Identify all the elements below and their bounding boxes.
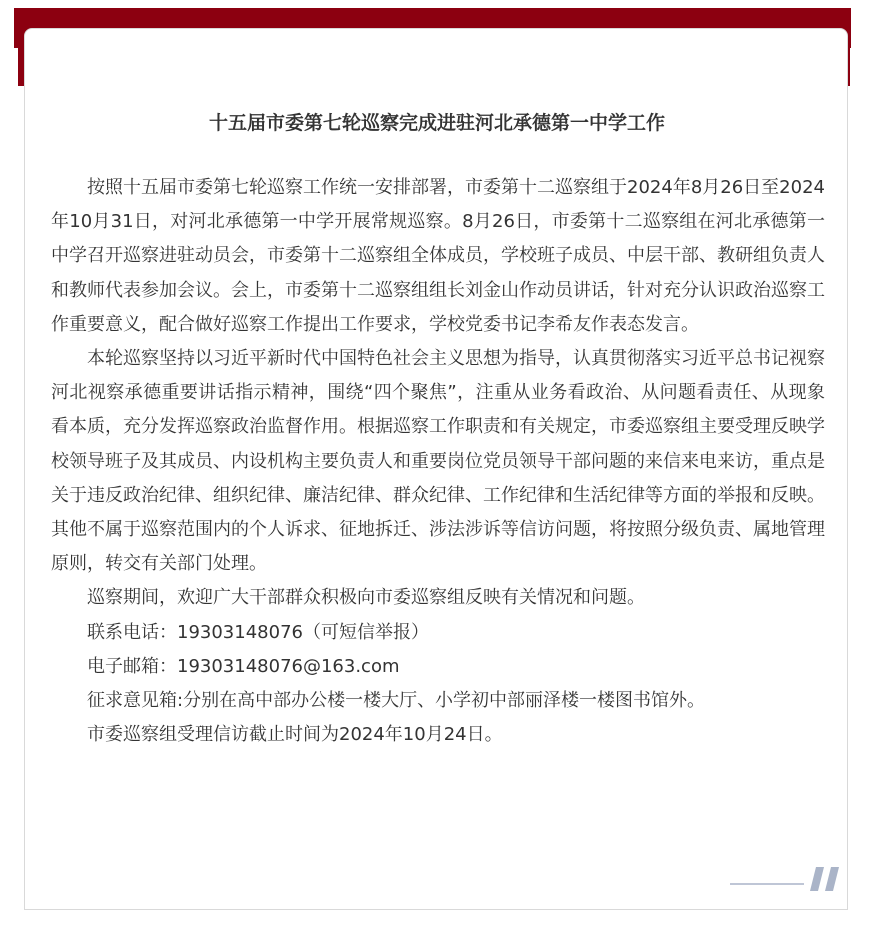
deadline-line: 市委巡察组受理信访截止时间为2024年10月24日。 (87, 724, 503, 746)
article-title: 十五届市委第七轮巡察完成进驻河北承德第一中学工作 (208, 112, 665, 134)
corner-decoration-icon (730, 865, 840, 895)
contact-phone: 联系电话：19303148076（可短信举报） (87, 621, 429, 643)
contact-email: 电子邮箱：19303148076@163.com (87, 655, 400, 677)
welcome-line: 巡察期间，欢迎广大干部群众积极向市委巡察组反映有关情况和问题。 (87, 587, 645, 609)
article-card (24, 28, 848, 910)
article-body (51, 171, 825, 752)
paragraph-inspection-arrangement: 按照十五届市委第七轮巡察工作统一安排部署，市委第十二巡察组于2024年8月26日至2024年10月31日，对河北承德第一中学开展常规巡察。8月26日，市委第十二巡察组在河北承德第一中学召开巡察进驻动员会，市委第十二巡察组全体成员，学校班子成员、中层干部、教研组负责人和教师代表参加会议。会上，市委第十二巡察组组长刘金山作动员讲话，针对充分认识政治巡察工作重要意义，配合做好巡察工作提出工作要求，学校党委书记李希友作表态发言。 (51, 177, 825, 335)
paragraph-inspection-scope: 本轮巡察坚持以习近平新时代中国特色社会主义思想为指导，认真贯彻落实习近平总书记视察河北视察承德重要讲话指示精神，围绕“四个聚焦”，注重从业务看政治、从问题看责任、从现象看本质，充分发挥巡察政治监督作用。根据巡察工作职责和有关规定，市委巡察组主要受理反映学校领导班子及其成员、内设机构主要负责人和重要岗位党员领导干部问题的来信来电来访，重点是关于违反政治纪律、组织纪律、廉洁纪律、群众纪律、工作纪律和生活纪律等方面的举报和反映。其他不属于巡察范围内的个人诉求、征地拆迁、涉法涉诉等信访问题，将按照分级负责、属地管理原则，转交有关部门处理。 (51, 348, 825, 575)
opinion-mailbox: 征求意见箱:分别在高中部办公楼一楼大厅、小学初中部丽泽楼一楼图书馆外。 (87, 690, 706, 712)
